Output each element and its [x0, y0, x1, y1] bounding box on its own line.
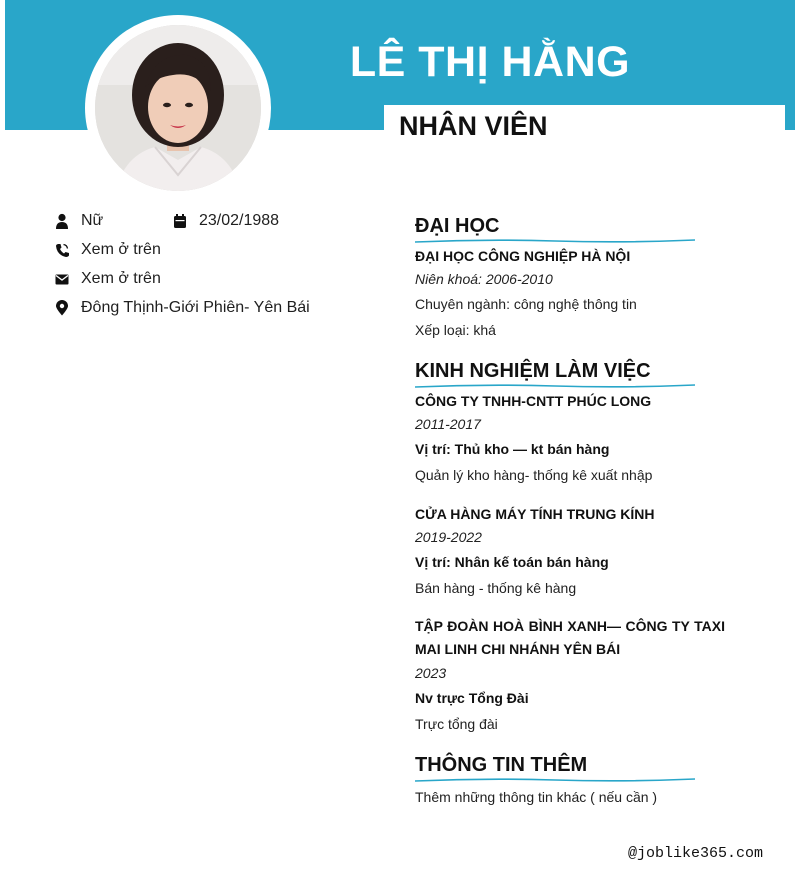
dob-row: [173, 212, 279, 230]
mail-icon: [55, 271, 69, 287]
education-school: ĐẠI HỌC CÔNG NGHIỆP HÀ NỘI: [415, 248, 631, 264]
experience-description: Trực tổng đài: [415, 716, 498, 732]
experience-divider: [415, 383, 695, 389]
experience-period: 2019-2022: [415, 529, 482, 545]
education-major: Chuyên ngành: công nghệ thông tin: [415, 296, 637, 312]
experience-description: Bán hàng - thống kê hàng: [415, 580, 577, 596]
education-period: Niên khoá: 2006-2010: [415, 271, 553, 287]
email-row: [55, 270, 161, 288]
avatar: [95, 25, 261, 191]
experience-period: 2011-2017: [415, 416, 481, 432]
gender-row: [55, 212, 103, 230]
person-icon: [55, 213, 69, 229]
extra-divider: [415, 777, 695, 783]
phone-icon: [55, 242, 69, 258]
avatar-photo: [95, 25, 261, 191]
education-heading: ĐẠI HỌC: [415, 215, 500, 237]
experience-description: Quản lý kho hàng- thống kê xuất nhập: [415, 467, 653, 483]
address-value: Đông Thịnh-Giới Phiên- Yên Bái: [81, 299, 310, 316]
experience-position: Nv trực Tổng Đài: [415, 690, 529, 706]
phone-value: Xem ở trên: [81, 241, 161, 258]
address-row: [55, 299, 310, 317]
experience-period: 2023: [415, 665, 447, 681]
extra-heading: THÔNG TIN THÊM: [415, 754, 588, 776]
location-pin-icon: [55, 300, 69, 316]
experience-company: TẬP ĐOÀN HOÀ BÌNH XANH— CÔNG TY TAXI MAI LINH CHI NHÁNH YÊN BÁI: [415, 618, 725, 657]
education-rank: Xếp loại: khá: [415, 322, 496, 338]
extra-text: Thêm những thông tin khác ( nếu cần ): [415, 789, 658, 805]
dob-value: 23/02/1988: [199, 212, 280, 229]
education-divider: [415, 238, 695, 244]
experience-position: Vị trí: Nhân kế toán bán hàng: [415, 554, 609, 570]
phone-row: [55, 241, 161, 259]
job-title: NHÂN VIÊN: [399, 111, 548, 141]
email-value: Xem ở trên: [81, 270, 161, 287]
experience-company: CÔNG TY TNHH-CNTT PHÚC LONG: [415, 393, 652, 409]
gender-value: Nữ: [81, 212, 104, 229]
candidate-name: LÊ THỊ HẰNG: [349, 38, 631, 86]
watermark: @joblike365.com: [628, 845, 764, 862]
experience-company: CỬA HÀNG MÁY TÍNH TRUNG KÍNH: [415, 506, 655, 522]
experience-position: Vị trí: Thủ kho — kt bán hàng: [415, 441, 610, 457]
experience-heading: KINH NGHIỆM LÀM VIỆC: [415, 360, 651, 382]
calendar-icon: [173, 213, 187, 229]
